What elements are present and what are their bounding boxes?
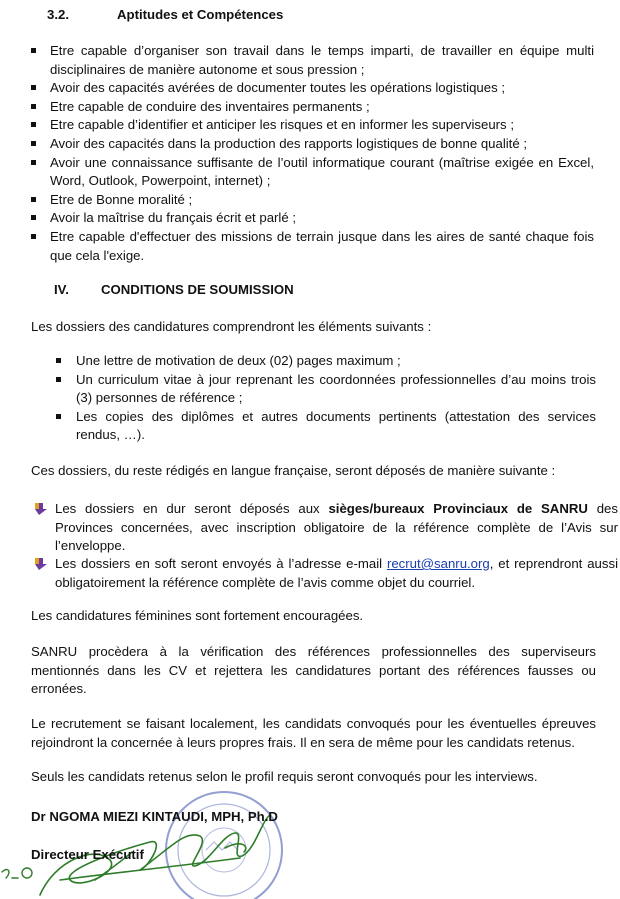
interviews-paragraph: Seuls les candidats retenus selon le profil requis seront convoqués pour les interviews.: [31, 769, 538, 784]
list-item: Avoir des capacités dans la production des rapports logistiques de bonne qualité ;: [28, 135, 594, 154]
verification-paragraph: SANRU procèdera à la vérification des références professionnelles des superviseurs mentionnés dans les CV et rejettera les candidatures portant des références fausses ou erronées.: [31, 644, 596, 697]
list-item: Etre capable de conduire des inventaires permanents ;: [28, 98, 594, 117]
margin-handwriting-icon: [2, 868, 32, 878]
deposit-text-end: des Provinces concernées, avec inscription obligatoire de la référence complète de l’Avis sur l’enveloppe.: [55, 501, 618, 554]
section-title: CONDITIONS DE SOUMISSION: [101, 282, 294, 297]
signatory-role: Directeur Exécutif: [31, 847, 144, 862]
deposit-text: Les dossiers en dur seront déposés aux: [55, 501, 329, 516]
dossiers-intro: Les dossiers des candidatures comprendront les éléments suivants :: [31, 319, 432, 334]
email-link[interactable]: recrut@sanru.org: [386, 556, 490, 571]
list-item: Etre capable d'effectuer des missions de terrain jusque dans les aires de santé chaque fois que cela l'exige.: [28, 228, 594, 265]
list-item: Etre capable d’identifier et anticiper les risques et en informer les superviseurs ;: [28, 116, 594, 135]
recruitment-paragraph: Le recrutement se faisant localement, les candidats convoqués pour les éventuelles épreuves rejoindront la concernée à leurs propres frais. Il en sera de même pour les candidats retenus.: [31, 716, 596, 750]
deposit-text-end: , et reprendront aussi obligatoirement la référence complète de l’avis comme objet du courriel.: [55, 556, 618, 590]
signatory-name: Dr NGOMA MIEZI KINTAUDI, MPH, Ph.D: [31, 809, 278, 824]
list-item: Les copies des diplômes et autres documents pertinents (attestation des services rendus, …).: [52, 408, 596, 445]
deposit-location: sièges/bureaux Provinciaux de SANRU: [328, 501, 588, 516]
list-item: Etre capable d’organiser son travail dans le temps imparti, de travailler en équipe multi disciplinaires de manière autonome et sous pression ;: [28, 42, 594, 79]
deposit-intro: Ces dossiers, du reste rédigés en langue française, seront déposés de manière suivante :: [31, 463, 556, 478]
list-item: Avoir une connaissance suffisante de l’outil informatique courant (maîtrise exigée en Excel, Word, Outlook, Powerpoint, internet) ;: [28, 154, 594, 191]
list-item: Un curriculum vitae à jour reprenant les coordonnées professionnelles d’au moins trois (3) personnes de référence ;: [52, 371, 596, 408]
list-item: Une lettre de motivation de deux (02) pages maximum ;: [52, 352, 596, 371]
deposit-text: Les dossiers en soft seront envoyés à l’adresse e-mail: [55, 556, 387, 571]
list-item: Etre de Bonne moralité ;: [28, 191, 594, 210]
female-candidates-note: Les candidatures féminines sont fortement encouragées.: [31, 608, 364, 623]
list-item: Avoir des capacités avérées de documenter toutes les opérations logistiques ;: [28, 79, 594, 98]
section-title: Aptitudes et Compétences: [117, 7, 284, 22]
section-number: IV.: [54, 282, 69, 297]
list-item: Avoir la maîtrise du français écrit et parlé ;: [28, 209, 594, 228]
section-number: 3.2.: [47, 7, 69, 22]
